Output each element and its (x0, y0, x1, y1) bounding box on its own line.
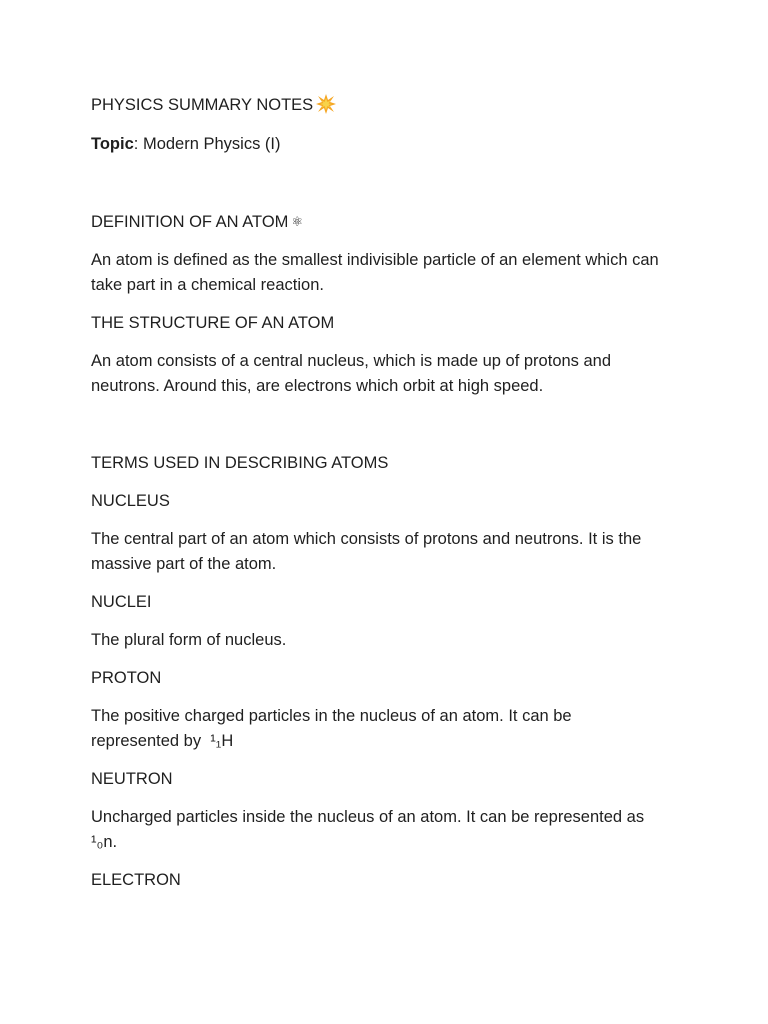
definition-heading (91, 209, 688, 235)
nucleus-heading: NUCLEUS (91, 492, 170, 510)
proton-symbol: H (221, 732, 234, 750)
neutron-heading: NEUTRON (91, 770, 173, 788)
proton-text-line-1: The positive charged particles in the nucleus of an atom. It can be (91, 707, 572, 725)
electron-heading: ELECTRON (91, 871, 181, 889)
neutron-text (91, 805, 688, 855)
neutron-symbol: n. (103, 833, 118, 851)
nuclei-text: The plural form of nucleus. (91, 631, 287, 649)
doc-title-text: PHYSICS SUMMARY NOTES (91, 96, 314, 114)
neutron-atomic-number: ₀ (96, 833, 104, 851)
topic-label: Topic (91, 135, 134, 153)
neutron-text-line-1: Uncharged particles inside the nucleus of an atom. It can be represented as (91, 808, 645, 826)
doc-title (91, 93, 688, 118)
collision-icon (316, 94, 336, 114)
structure-text: An atom consists of a central nucleus, which is made up of protons and neutrons. Around this, are electrons which orbit at high speed. (91, 352, 612, 395)
topic-line (91, 132, 688, 157)
topic-separator: : (133, 135, 139, 153)
neutron-text-line-2 (91, 830, 688, 855)
definition-text: An atom is defined as the smallest indivisible particle of an element which can take part in a chemical reaction. (91, 251, 659, 294)
proton-text-prefix: represented by (91, 732, 202, 750)
structure-heading: THE STRUCTURE OF AN ATOM (91, 314, 335, 332)
terms-heading: TERMS USED IN DESCRIBING ATOMS (91, 454, 389, 472)
topic-value: Modern Physics (I) (138, 135, 281, 153)
neutron-mass-number: ¹ (91, 833, 97, 851)
proton-atomic-number: ₁ (215, 732, 222, 750)
proton-mass-number: ¹ (210, 732, 216, 750)
nucleus-text: The central part of an atom which consists of protons and neutrons. It is the massive part of the atom. (91, 530, 642, 573)
proton-heading: PROTON (91, 669, 162, 687)
atom-icon: ⚛ (291, 214, 304, 229)
proton-text-line-2 (91, 729, 688, 754)
nuclei-heading: NUCLEI (91, 593, 152, 611)
definition-heading-text: DEFINITION OF AN ATOM (91, 213, 289, 231)
proton-text (91, 704, 688, 754)
